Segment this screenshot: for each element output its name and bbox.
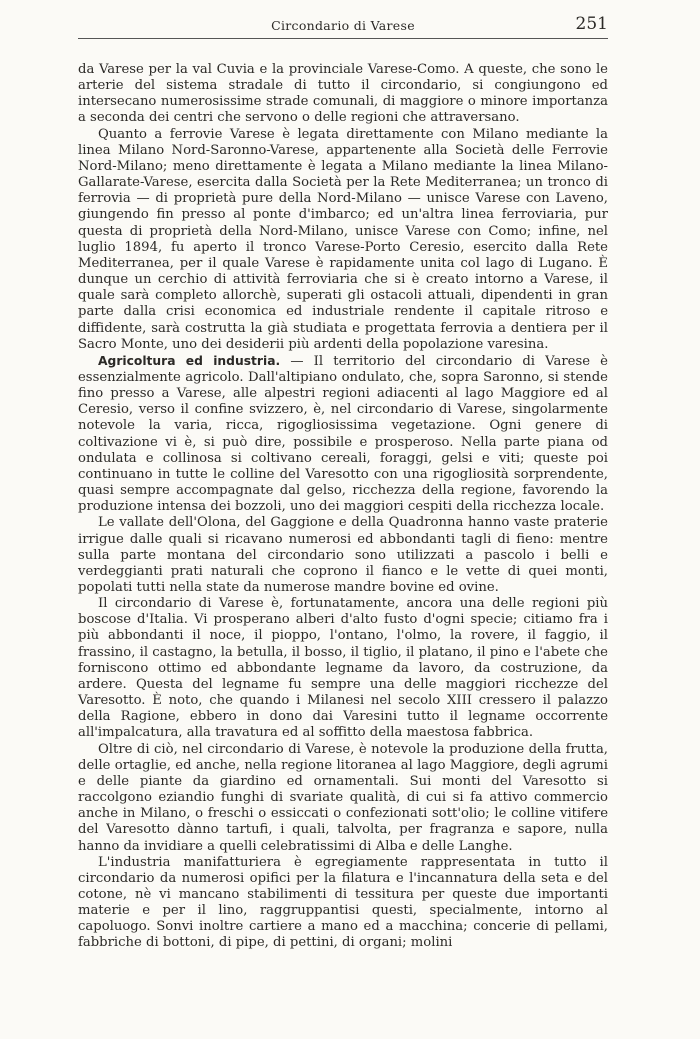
paragraph-ferrovie: Quanto a ferrovie Varese è legata direttamente con Milano mediante la linea Milano Nord-Saronno-Varese, appartenente alla Società delle Ferrovie Nord-Milano; meno direttamente è legata a Milano mediante la linea Milano-Gallarate-Varese, esercita dalla Società per la Rete Mediterranea; un tronco di ferrovia — di proprietà pure della Nord-Milano — unisce Varese con Laveno, giungendo fin presso al ponte d'imbarco; ed un'altra linea ferroviaria, pur questa di proprietà della Nord-Milano, unisce Varese con Como; infine, nel luglio 1894, fu aperto il tronco Varese-Porto Ceresio, esercito dalla Rete Mediterranea, per il quale Varese è rapidamente unita col lago di Lugano. È dunque un cerchio di attività ferroviaria che si è creato intorno a Varese, il quale sarà completo allorchè, superati gli ostacoli attuali, dipendenti in gran parte dalla crisi economica ed industriale rendente il capitale ritroso e diffidente, sarà costrutta la già studiata e progettata ferrovia a dentiera per il Sacro Monte, uno dei desiderii più ardenti della popolazione varesina. <box>78 126 608 352</box>
paragraph-continuation: da Varese per la val Cuvia e la provinciale Varese-Como. A queste, che sono le arterie del sistema stradale di tutto il circondario, si congiungono ed intersecano numerosissime strade comunali, di maggiore o minore importanza a seconda dei centri che servono o delle regioni che attraversano. <box>78 62 608 126</box>
body-text <box>78 62 608 952</box>
paragraph-boschi: Il circondario di Varese è, fortunatamente, ancora una delle regioni più boscose d'Italia. Vi prosperano alberi d'alto fusto d'ogni specie; citiamo fra i più abbondanti il noce, il pioppo, l'ontano, l'olmo, la rovere, il faggio, il frassino, il castagno, la betulla, il bosso, il tiglio, il platano, il pino e l'abete che forniscono ottimo ed abbondante legname da lavoro, da costruzione, da ardere. Questa del legname fu sempre una delle maggiori ricchezze del Varesotto. È noto, che quando i Milanesi nel secolo XIII cressero il palazzo della Ragione, ebbero in dono dai Varesini tutto il legname occorrente all'impalcatura, alla travatura ed al soffitto della maestosa fabbrica. <box>78 596 608 741</box>
running-head: Circondario di Varese <box>271 18 415 33</box>
section-title: Agricoltura ed industria. <box>98 353 281 368</box>
paragraph-frutta: Oltre di ciò, nel circondario di Varese, è notevole la produzione della frutta, delle ortaglie, ed anche, nella regione litoranea al lago Maggiore, degli agrumi e delle piante da giardino ed ornamentali. Sui monti del Varesotto si raccolgono eziandio funghi di svariate qualità, di cui si fa attivo commercio anche in Milano, o freschi o essiccati o confezionati sott'olio; le colline vitifere del Varesotto dànno tartufi, i quali, talvolta, per fragranza e sapore, nulla hanno da invidiare a quelli celebratissimi di Alba e delle Langhe. <box>78 741 608 854</box>
page-number: 251 <box>575 14 608 34</box>
paragraph-vallate: Le vallate dell'Olona, del Gaggione e della Quadronna hanno vaste praterie irrigue dalle quali si ricavano numerosi ed abbondanti tagli di fieno: mentre sulla parte montana del circondario sono utilizzati a pascolo i belli e verdeggianti prati naturali che coprono il fianco e le vette di quei monti, popolati tutti nella state da numerose mandre bovine ed ovine. <box>78 515 608 595</box>
paragraph-agricoltura: Agricoltura ed industria. — Il territorio del circondario di Varese è essenzialmente agricolo. Dall'altipiano ondulato, che, sopra Saronno, si stende fino presso a Varese, alle alpestri regioni adiacenti al lago Maggiore ed al Ceresio, verso il confine svizzero, è, nel circondario di Varese, singolarmente notevole la varia, ricca, rigogliosissima vegetazione. Ogni genere di coltivazione vi è, si può dire, possibile e prosperoso. Nella parte piana od ondulata e collinosa si coltivano cereali, foraggi, gelsi e viti; queste poi continuano in tutte le colline del Varesotto con una rigogliosità sorprendente, quasi sempre accompagnate dal gelso, ricchezza della regione, favorendo la produzione intensa dei bozzoli, uno dei maggiori cespiti della ricchezza locale. <box>78 353 608 515</box>
paragraph-industria: L'industria manifatturiera è egregiamente rappresentata in tutto il circondario da numerosi opifici per la filatura e l'incannatura della seta e del cotone, nè vi mancano stabilimenti di tessitura per queste due importanti materie e per il lino, raggruppantisi questi, specialmente, intorno al capoluogo. Sonvi inoltre cartiere a mano ed a macchina; concerie di pellami, fabbriche di bottoni, di pipe, di pettini, di organi; molini <box>78 854 608 951</box>
page-header <box>78 14 608 39</box>
